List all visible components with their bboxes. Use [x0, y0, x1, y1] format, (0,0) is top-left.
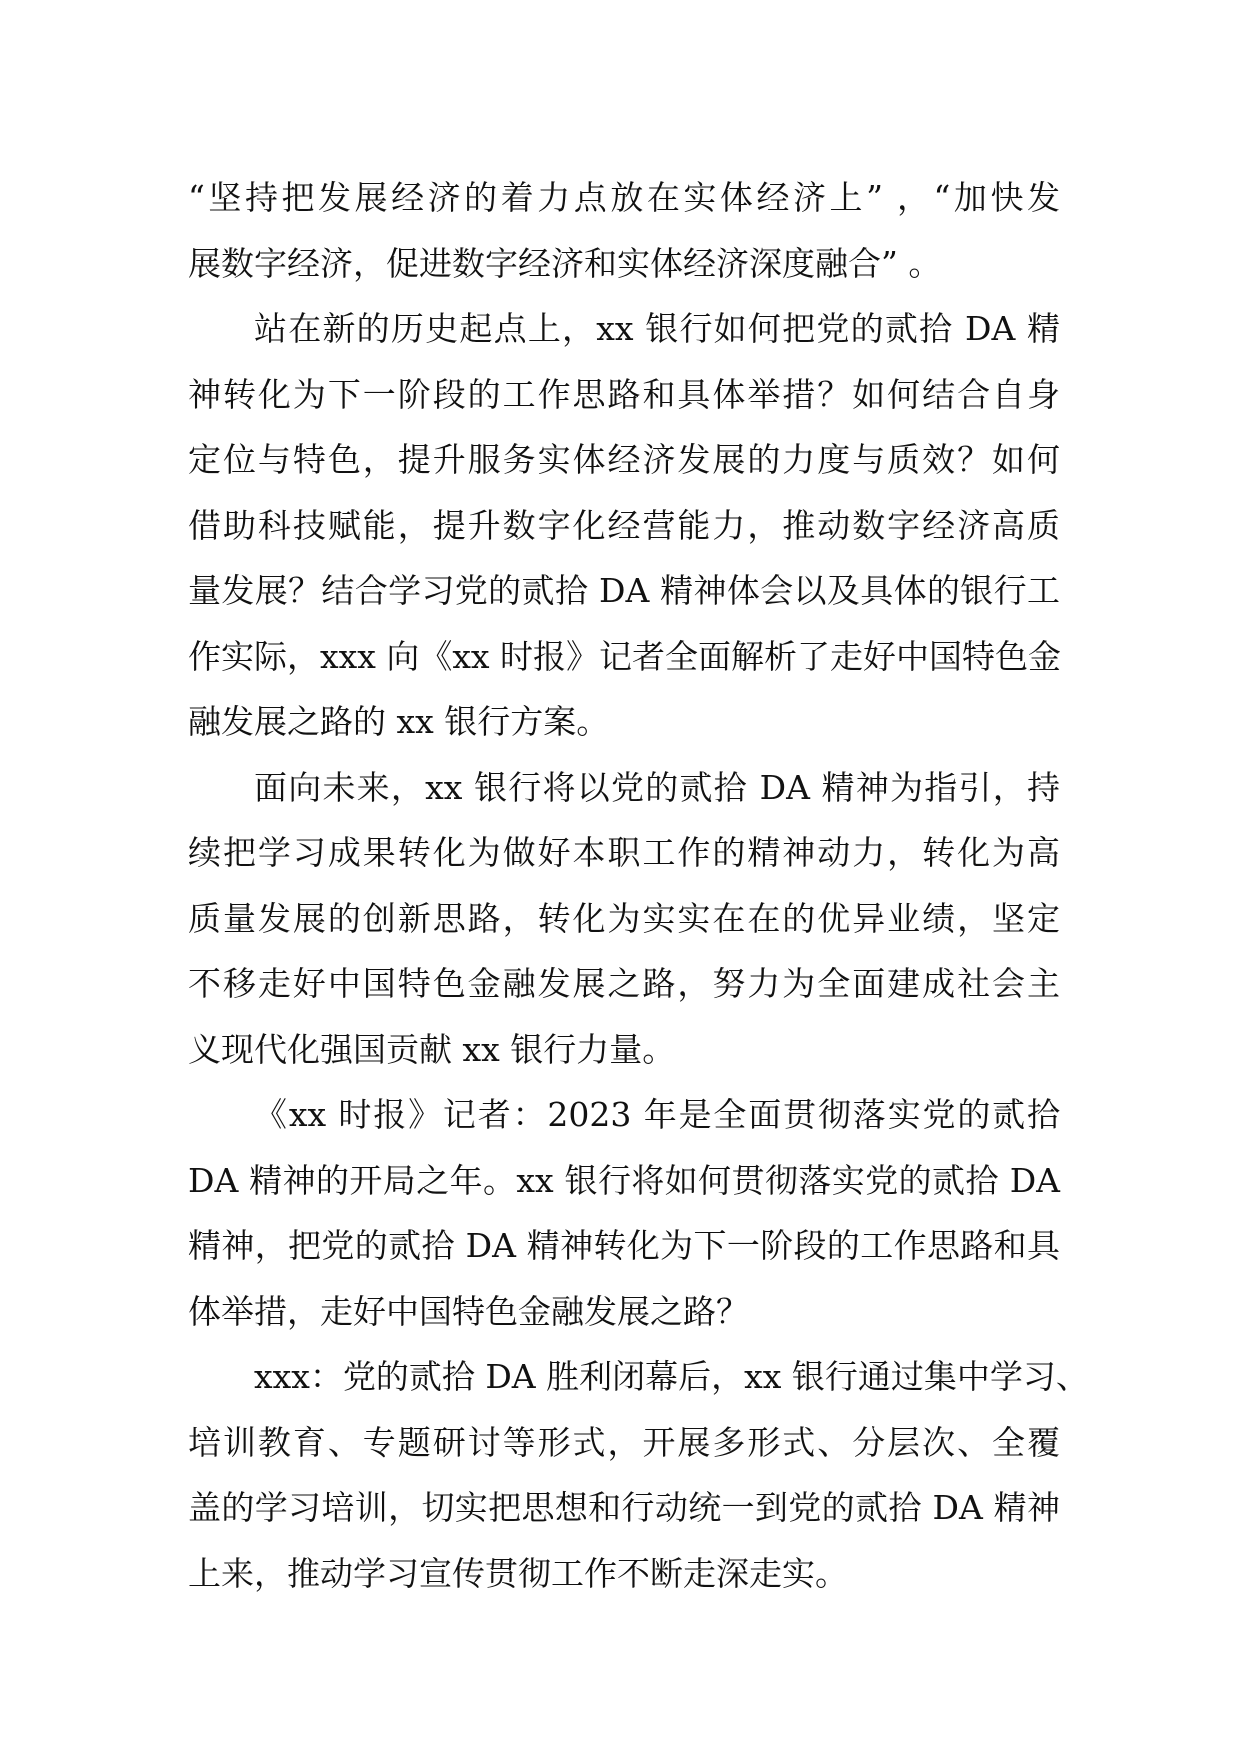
paragraph-future: [188, 755, 1060, 1083]
text-line: 体举措，走好中国特色金融发展之路？: [188, 1291, 749, 1331]
text-line: 《xx 时报》记者：2023 年是全面贯彻落实党的贰拾: [254, 1095, 1060, 1134]
text-line: 面向未来，xx 银行将以党的贰拾 DA 精神为指引，持: [254, 767, 1060, 807]
text-line: 作实际，xxx 向《xx 时报》记者全面解析了走好中国特色金: [188, 636, 1062, 676]
text-line: 不移走好中国特色金融发展之路，努力为全面建成社会主: [188, 964, 1060, 1003]
text-line: 盖的学习培训，切实把思想和行动统一到党的贰拾 DA 精神: [188, 1488, 1060, 1527]
text-line: 质量发展的创新思路，转化为实实在在的优异业绩，坚定: [188, 898, 1060, 938]
text-line: 精神，把党的贰拾 DA 精神转化为下一阶段的工作思路和具: [188, 1226, 1060, 1265]
paragraph-quote: [188, 165, 1060, 296]
text-line: 量发展？结合学习党的贰拾 DA 精神体会以及具体的银行工: [188, 571, 1060, 610]
text-line: DA 精神的开局之年。xx 银行将如何贯彻落实党的贰拾 DA: [188, 1160, 1060, 1200]
paragraph-question: [188, 1082, 1060, 1344]
text-line: 融发展之路的 xx 银行方案。: [188, 702, 610, 741]
paragraph-answer: [188, 1344, 1089, 1606]
document-page: [188, 165, 1089, 1606]
text-line: 定位与特色，提升服务实体经济发展的力度与质效？如何: [188, 440, 1060, 479]
text-line: 站在新的历史起点上，xx 银行如何把党的贰拾 DA 精: [254, 309, 1060, 348]
text-line: 神转化为下一阶段的工作思路和具体举措？如何结合自身: [188, 374, 1060, 414]
text-line: xxx：党的贰拾 DA 胜利闭幕后，xx 银行通过集中学习、: [254, 1357, 1089, 1396]
text-line: “坚持把发展经济的着力点放在实体经济上” ，“加快发: [188, 178, 1060, 217]
text-line: 续把学习成果转化为做好本职工作的精神动力，转化为高: [188, 833, 1060, 872]
text-line: 义现代化强国贡献 xx 银行力量。: [188, 1029, 676, 1069]
paragraph-intro: [188, 296, 1060, 755]
text-line: 借助科技赋能，提升数字化经营能力，推动数字经济高质: [188, 505, 1060, 545]
text-line: 展数字经济，促进数字经济和实体经济深度融合” 。: [188, 243, 942, 283]
text-line: 培训教育、专题研讨等形式，开展多形式、分层次、全覆: [188, 1422, 1060, 1462]
text-line: 上来，推动学习宣传贯彻工作不断走深走实。: [188, 1553, 848, 1593]
